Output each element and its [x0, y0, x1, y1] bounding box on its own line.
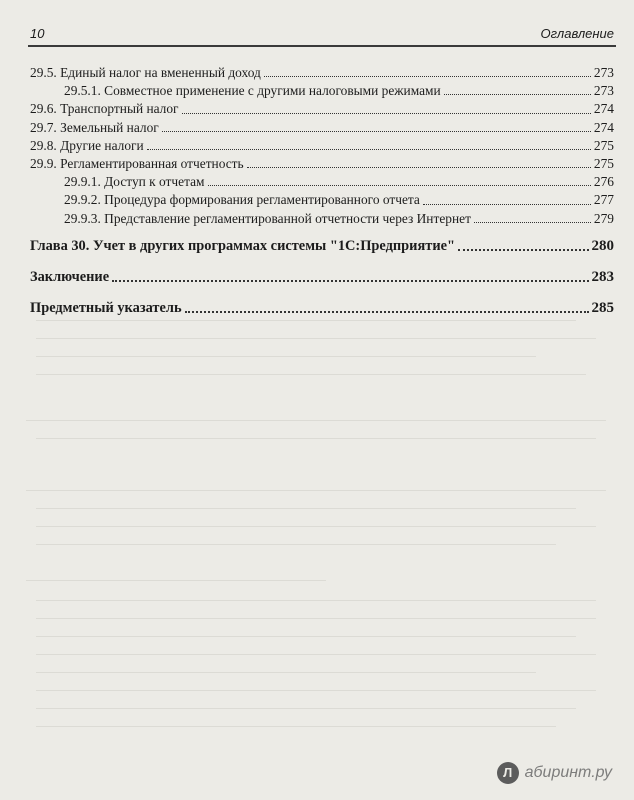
- toc-entry-29-5-1: [30, 82, 614, 100]
- labirint-watermark-logo: [497, 762, 612, 784]
- toc-entry-title: 29.9.1. Доступ к отчетам: [64, 174, 205, 190]
- dot-leader: [208, 184, 591, 186]
- labirint-logo-icon: Л: [497, 762, 519, 784]
- running-header: [30, 26, 614, 46]
- toc-entry-title: 29.8. Другие налоги: [30, 137, 144, 153]
- dot-leader: [474, 221, 591, 223]
- toc-entry-title: 29.9. Регламентированная отчетность: [30, 155, 244, 171]
- table-of-contents: [30, 64, 614, 318]
- dot-leader: [162, 130, 591, 132]
- toc-entry-page: 273: [593, 83, 614, 99]
- chapter-page: 280: [591, 237, 614, 254]
- dot-leader: [247, 166, 591, 168]
- toc-entry-29-5: [30, 64, 614, 82]
- toc-entry-title: 29.7. Земельный налог: [30, 119, 159, 135]
- dot-leader: [458, 248, 589, 251]
- chapter-page: 285: [591, 299, 614, 316]
- toc-entry-title: 29.5. Единый налог на вмененный доход: [30, 65, 261, 80]
- dot-leader: [182, 112, 591, 114]
- toc-entry-29-7: [30, 119, 614, 137]
- toc-entry-page: 279: [593, 210, 614, 226]
- dot-leader: [147, 148, 591, 150]
- chapter-title: Предметный указатель: [30, 299, 182, 316]
- toc-entry-title: 29.5.1. Совместное применение с другими налоговыми режимами: [64, 83, 441, 99]
- toc-entry-page: 275: [593, 155, 614, 171]
- toc-entry-title: 29.6. Транспортный налог: [30, 101, 179, 117]
- toc-entry-page: 274: [593, 101, 614, 117]
- reverse-page-bleed-through: [26, 300, 616, 770]
- toc-entry-29-8: [30, 137, 614, 155]
- dot-leader: [185, 310, 589, 313]
- toc-conclusion: [30, 267, 614, 287]
- dot-leader: [112, 279, 588, 282]
- dot-leader: [264, 75, 591, 77]
- toc-chapter-30: [30, 236, 614, 256]
- toc-entry-page: 276: [593, 174, 614, 190]
- toc-entry-29-9: [30, 155, 614, 173]
- dot-leader: [423, 203, 591, 205]
- chapter-title: Глава 30. Учет в других программах системы "1С:Предприятие": [30, 237, 455, 254]
- page-number: 10: [30, 26, 45, 41]
- chapter-page: 283: [591, 268, 614, 285]
- toc-entry-29-9-1: [30, 173, 614, 191]
- header-rule: [28, 45, 616, 47]
- labirint-logo-text: абиринт.ру: [524, 764, 612, 781]
- toc-entry-page: 275: [593, 137, 614, 153]
- toc-entry-title: 29.9.3. Представление регламентированной отчетности через Интернет: [64, 210, 471, 226]
- running-section-title: Оглавление: [540, 26, 614, 41]
- chapter-title: Заключение: [30, 268, 110, 285]
- toc-entry-29-6: [30, 100, 614, 118]
- toc-entry-29-9-2: [30, 191, 614, 209]
- toc-entry-title: 29.9.2. Процедура формирования регламентированного отчета: [64, 192, 420, 208]
- toc-entry-page: 273: [593, 65, 614, 80]
- toc-entry-page: 274: [593, 119, 614, 135]
- toc-entry-page: 277: [593, 192, 614, 208]
- dot-leader: [444, 93, 591, 95]
- toc-subject-index: [30, 298, 614, 318]
- toc-entry-29-9-3: [30, 210, 614, 228]
